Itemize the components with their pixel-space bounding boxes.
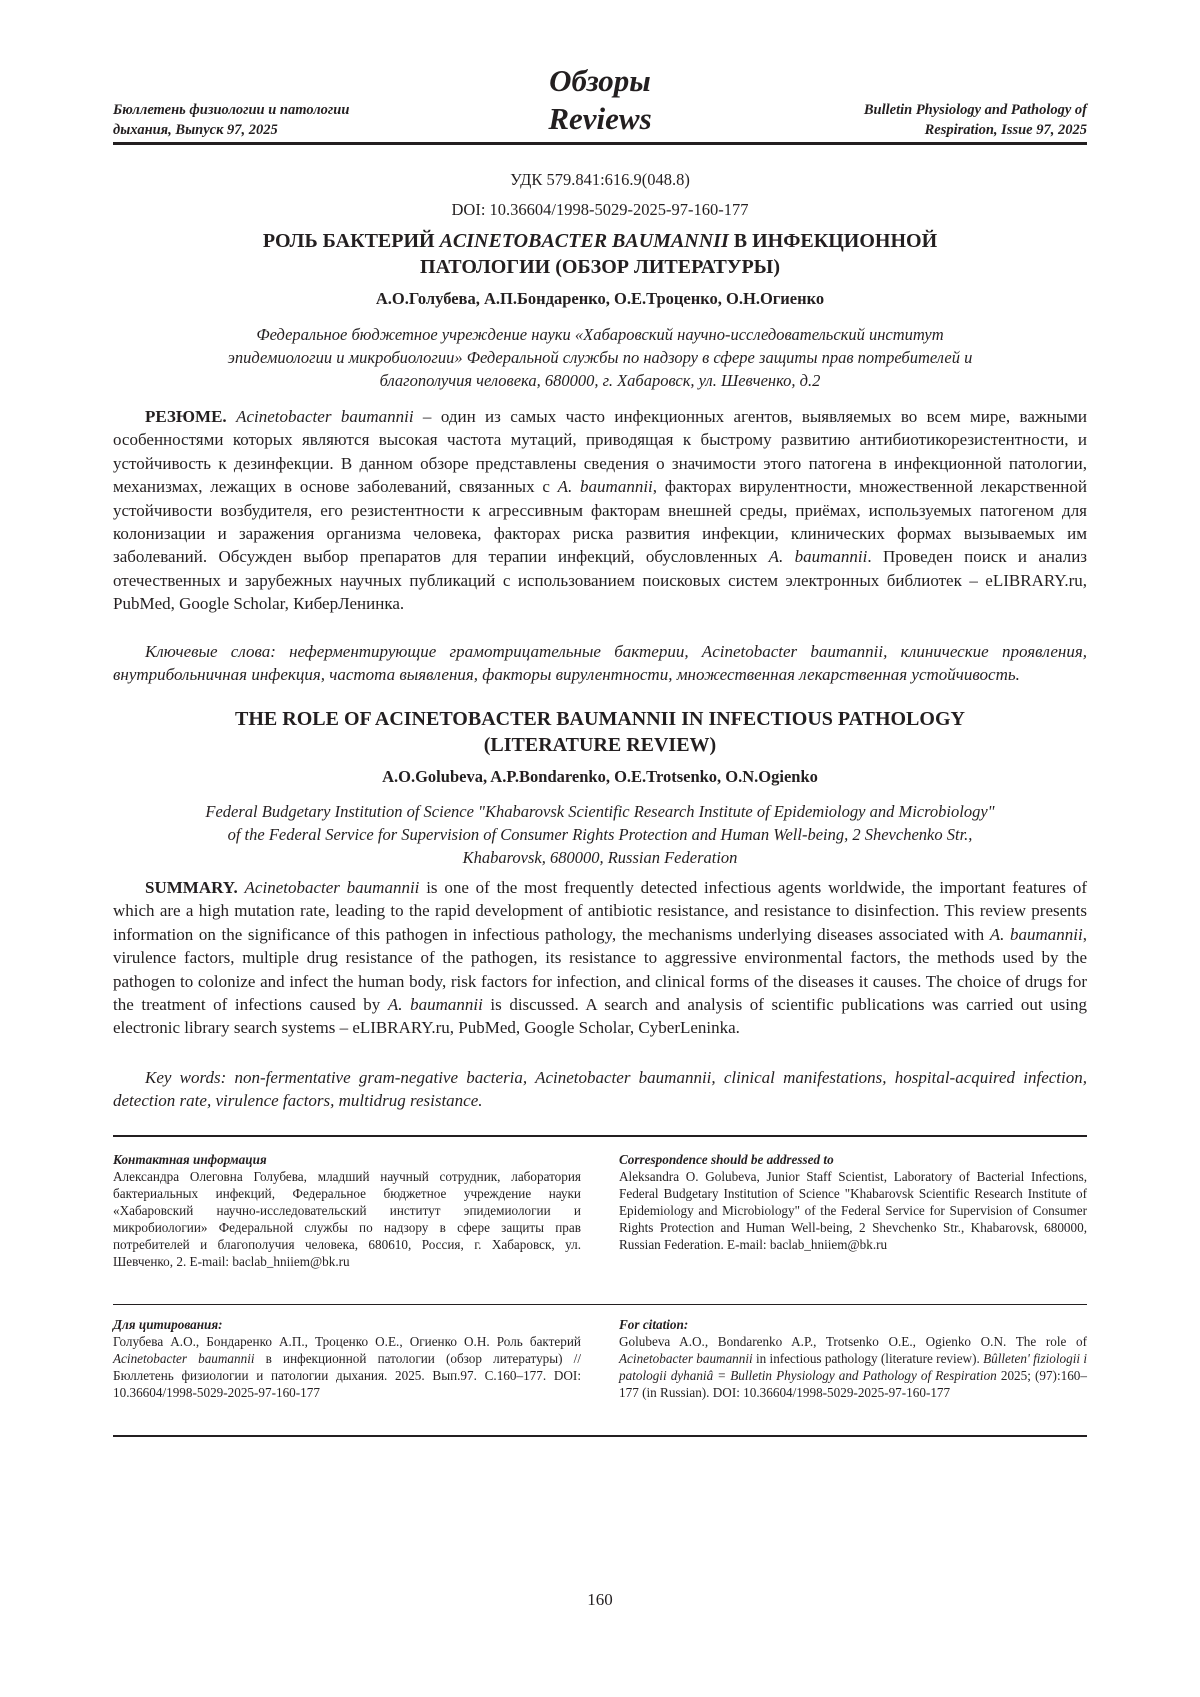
contact-info-ru: Контактная информация Александра Олеговна Голубева, младший научный сотрудник, лаборатория бактериальных инфекций, Федеральное бюджетное учреждение науки «Хабаровский научно-исследовательский институт эпидемиологии и микробиологии» Федеральной службы по надзору в сфере защиты прав потребителей и благополучия человека, 680610, Россия, г. Хабаровск, ул. Шевченко, 2. E-mail: baclab_hniiem@bk.ru — [113, 1151, 581, 1270]
keywords-ru: Ключевые слова: неферментирующие грамотрицательные бактерии, Acinetobacter baumannii, клинические проявления, внутрибольничная инфекция, частота выявления, факторы вирулентности, множественная лекарственная устойчивость. — [113, 640, 1087, 687]
journal-name-en: Bulletin Physiology and Pathology of Respiration, Issue 97, 2025 — [864, 100, 1087, 140]
contact-info-en: Correspondence should be addressed to Aleksandra O. Golubeva, Junior Staff Scientist, Laboratory of Bacterial Infections, Federal Budgetary Institution of Science "Khabarovsk Scientific Research Institute of Epidemiology and Microbiology" of the Federal Service for Supervision of Consumer Rights Protection and Human Well-being, 2 Shevchenko Str., Khabarovsk, 680000, Russian Federation. E-mail: baclab_hniiem@bk.ru — [619, 1151, 1087, 1253]
footer-rule — [113, 1435, 1087, 1437]
summary-en: SUMMARY. Acinetobacter baumannii is one of the most frequently detected infectious agents worldwide, the important features of which are a high mutation rate, leading to the rapid development of antibiotic resistance, and resistance to disinfection. This review presents information on the significance of this pathogen in infectious pathology, the mechanisms underlying diseases associated with A. baumannii, virulence factors, multiple drug resistance of the pathogen, its resistance to aggressive environmental factors, the methods used by the pathogen to colonize and infect the human body, risk factors for infection, and clinical forms of the diseases it causes. The choice of drugs for the treatment of infections caused by A. baumannii is discussed. A search and analysis of scientific publications was carried out using electronic library search systems – eLIBRARY.ru, PubMed, Google Scholar, CyberLeninka. — [113, 876, 1087, 1040]
doi: DOI: 10.36604/1998-5029-2025-97-160-177 — [113, 200, 1087, 220]
article-page — [113, 0, 1087, 1697]
citation-rule — [113, 1304, 1087, 1305]
journal-name-ru: Бюллетень физиологии и патологии дыхания, Выпуск 97, 2025 — [113, 100, 349, 140]
keywords-en: Key words: non-fermentative gram-negative bacteria, Acinetobacter baumannii, clinical manifestations, hospital-acquired infection, detection rate, virulence factors, multidrug resistance. — [113, 1066, 1087, 1113]
page-number: 160 — [113, 1590, 1087, 1610]
citation-ru: Для цитирования: Голубева А.О., Бондаренко А.П., Троценко О.Е., Огиенко О.Н. Роль бактерий Acinetobacter baumannii в инфекционной патологии (обзор литературы) // Бюллетень физиологии и патологии дыхания. 2025. Вып.97. С.160–177. DOI: 10.36604/1998-5029-2025-97-160-177 — [113, 1316, 581, 1401]
running-header — [113, 62, 1087, 144]
contact-rule-top — [113, 1135, 1087, 1137]
title-en: THE ROLE OF ACINETOBACTER BAUMANNII IN INFECTIOUS PATHOLOGY (LITERATURE REVIEW) — [113, 706, 1087, 758]
affiliation-en: Federal Budgetary Institution of Science "Khabarovsk Scientific Research Institute of Epidemiology and Microbiology" of the Federal Service for Supervision of Consumer Rights Protection and Human Well-being, 2 Shevchenko Str., Khabarovsk, 680000, Russian Federation — [113, 800, 1087, 869]
authors-ru: А.О.Голубева, А.П.Бондаренко, О.Е.Троценко, О.Н.Огиенко — [113, 289, 1087, 309]
udc-code: УДК 579.841:616.9(048.8) — [113, 170, 1087, 190]
section-title: Обзоры Reviews — [113, 62, 1087, 138]
affiliation-ru: Федеральное бюджетное учреждение науки «Хабаровский научно-исследовательский институт эпидемиологии и микробиологии» Федеральной службы по надзору в сфере защиты прав потребителей и благополучия человека, 680000, г. Хабаровск, ул. Шевченко, д.2 — [113, 323, 1087, 392]
title-ru: РОЛЬ БАКТЕРИЙ ACINETOBACTER BAUMANNII В ИНФЕКЦИОННОЙ ПАТОЛОГИИ (ОБЗОР ЛИТЕРАТУРЫ) — [113, 228, 1087, 280]
abstract-ru: РЕЗЮМЕ. Acinetobacter baumannii – один из самых часто инфекционных агентов, выявляемых во всем мире, важными особенностями которых являются высокая частота мутаций, приводящая к быстрому развитию антибиотикорезистентности, и устойчивость к дезинфекции. В данном обзоре представлены сведения о значимости этого патогена в инфекционной патологии, механизмах, лежащих в основе заболеваний, связанных с A. baumannii, факторах вирулентности, множественной лекарственной устойчивости возбудителя, его резистентности к агрессивным факторам внешней среды, приёмах, используемых патогеном для колонизации и заражения организма человека, факторах риска развития инфекции, клинических формах вызываемых им заболеваний. Обсужден выбор препаратов для терапии инфекций, обусловленных A. baumannii. Проведен поиск и анализ отечественных и зарубежных научных публикаций с использованием поисковых систем электронных библиотек – eLIBRARY.ru, PubMed, Google Scholar, КиберЛенинка. — [113, 405, 1087, 616]
authors-en: A.O.Golubeva, A.P.Bondarenko, O.E.Trotsenko, O.N.Ogienko — [113, 767, 1087, 787]
header-rule — [113, 142, 1087, 145]
citation-en: For citation: Golubeva A.O., Bondarenko A.P., Trotsenko O.E., Ogienko O.N. The role of Acinetobacter baumannii in infectious pathology (literature review). Bûlleten' fiziologii i patologii dyhaniâ = Bulletin Physiology and Pathology of Respiration 2025; (97):160–177 (in Russian). DOI: 10.36604/1998-5029-2025-97-160-177 — [619, 1316, 1087, 1401]
